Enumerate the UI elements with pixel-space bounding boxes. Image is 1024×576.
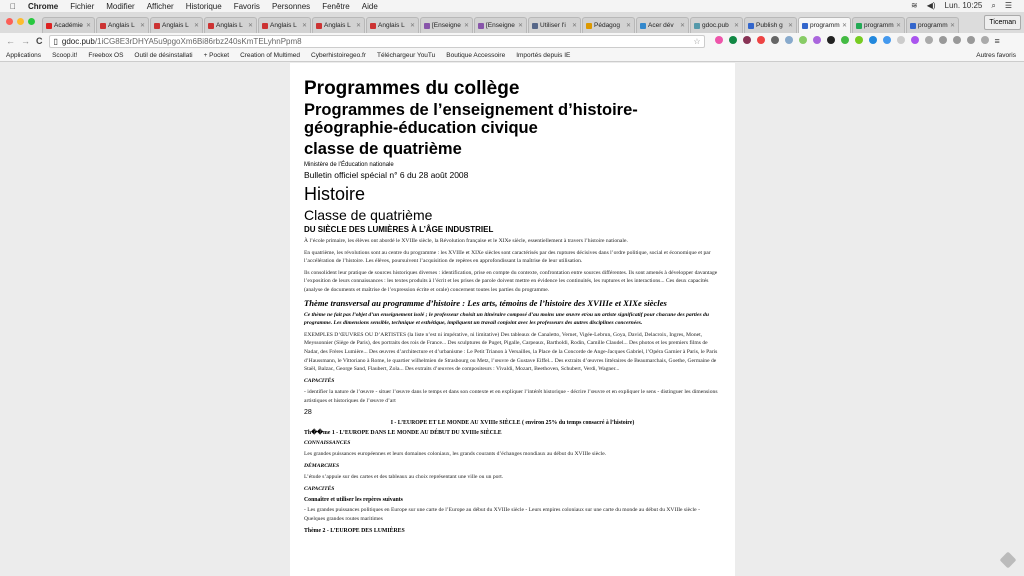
paragraph: En quatrième, les révolutions sont au centre du programme : les XVIIIe et XIXe siècles sont caractérisés par des ruptures décisives dans l’ordre politique, social et économique et par l’accélération de l’histoire. Les élèves, poursuivent l’acquisition de repères en approfondissant la maîtrise de leur utilisation. (304, 249, 711, 265)
menu-personnes[interactable]: Personnes (265, 1, 305, 11)
theme-text: Ce thème ne fait pas l’objet d’un enseignement isolé ; le professeur choisit un itinéraire composé d’au moins une œuvre et/ou un artiste significatif pour chacune des parties du programme. Les dimensions sensible, technique et esthétique, impliquent un travail conjoint avec les professeurs des autres disciplines concernées. (304, 311, 709, 327)
rss-icon[interactable] (981, 36, 989, 44)
capacites-heading: CAPACITÉS (304, 377, 335, 384)
heading-histoire: Histoire (304, 184, 366, 204)
apple-icon[interactable] (10, 2, 16, 11)
print-icon[interactable] (841, 36, 849, 44)
menu-favoris[interactable]: Favoris (227, 1, 254, 11)
favicon-icon (748, 23, 754, 29)
menu-modifier[interactable]: Modifier (100, 1, 129, 11)
doc-title: Programmes du collège (304, 78, 520, 99)
browser-tab[interactable] (366, 17, 419, 33)
drive-icon[interactable] (939, 36, 947, 44)
connaissances-text: Les grandes puissances européennes et leurs domaines coloniaux, les grands courants d’échanges mondiaux au début du XVIIIe siècle. (304, 451, 607, 458)
back-icon[interactable]: ← (6, 36, 15, 46)
bookmark-item[interactable]: + Pocket (203, 51, 230, 59)
tab-bar (0, 12, 1024, 33)
close-tab-icon[interactable]: ✕ (247, 23, 253, 29)
window-controls (6, 18, 35, 25)
bookmark-item[interactable]: Creation of Multimed (240, 51, 301, 59)
browser-tab[interactable] (474, 17, 527, 33)
favicon-icon (208, 23, 214, 29)
browser-tab[interactable] (852, 17, 905, 33)
extension-icon[interactable] (869, 36, 877, 44)
tab-label: Anglais L (324, 22, 351, 29)
mac-menubar (0, 0, 1024, 12)
favicon-icon (478, 23, 484, 29)
tab-label: programm (918, 22, 948, 29)
tab-label: Anglais L (108, 22, 135, 29)
theme2-heading: Thème 2 - L’EUROPE DES LUMIÈRES (304, 527, 405, 534)
browser-tab[interactable] (150, 17, 203, 33)
extension-icon[interactable] (799, 36, 807, 44)
theme-heading: Thème transversal au programme d’histoire : Les arts, témoins de l’histoire des XVIIIe et XIXe siècles (304, 297, 667, 308)
tab-label: gdoc.pub (702, 22, 729, 29)
favicon-icon (856, 23, 862, 29)
extension-icon[interactable] (883, 36, 891, 44)
reperes-text: - Les grandes puissances politiques en Europe sur une carte de l’Europe au début du XVIIIe siècle - Leurs empires coloniaux sur une carte du monde au début du XVIIIe siècle - Quelques grandes routes maritimes (304, 507, 700, 523)
bookmark-item[interactable]: Freebox OS (88, 51, 124, 59)
bookmark-item[interactable]: Scoop.it! (52, 51, 78, 59)
tab-label: Utiliser l'i (540, 22, 566, 29)
wifi-icon[interactable]: ≋ (911, 1, 918, 10)
demarches-text: L’étude s’appuie sur des cartes et des tableaux au choix représentant une ville ou un port. (304, 474, 504, 481)
extension-icon[interactable] (729, 36, 737, 44)
bookmark-item[interactable]: Téléchargeur YouTu (376, 51, 436, 59)
tab-label: [Enseigne (486, 22, 515, 29)
close-tab-icon[interactable]: ✕ (139, 23, 145, 29)
minimize-window-button[interactable] (17, 18, 24, 25)
part-heading: I - L’EUROPE ET LE MONDE AU XVIIIe SIÈCLE ( environ 25% du temps consacré à l’histoire) (390, 419, 635, 426)
browser-tab[interactable] (420, 17, 473, 33)
onenote-icon[interactable] (743, 36, 751, 44)
extension-icon[interactable] (827, 36, 835, 44)
favicon-icon (694, 23, 700, 29)
extension-icon[interactable] (953, 36, 961, 44)
bookmark-star-icon[interactable]: ☆ (693, 36, 701, 46)
favicon-icon (586, 23, 592, 29)
browser-tab[interactable] (42, 17, 95, 33)
maximize-window-button[interactable] (28, 18, 35, 25)
close-tab-icon[interactable]: ✕ (841, 23, 847, 29)
paragraph: Ils consolident leur pratique de sources historiques diverses : identification, prise en compte du contexte, confrontation entre sources différentes. Ils sont amenés à développer davantage l’exposition de leurs connaissances : les textes produits à l’écrit et les prises de parole doivent mettre en évidence les continuités, les ruptures et les interactions... Ces deux capacités (analyse de documents et maîtrise de l’expression écrite et orale) concernent toutes les parties du programme. (304, 269, 718, 293)
forward-icon[interactable]: → (21, 36, 30, 46)
doc-subtitle-3: classe de quatrième (304, 140, 462, 158)
extensions (715, 36, 1000, 46)
favicon-icon (532, 23, 538, 29)
favicon-icon (100, 23, 106, 29)
extension-icon[interactable] (771, 36, 779, 44)
menu-app[interactable]: Chrome (22, 1, 53, 11)
camera-icon[interactable] (785, 36, 793, 44)
page-icon: ▯ (53, 36, 58, 46)
favicon-icon (262, 23, 268, 29)
close-tab-icon[interactable]: ✕ (355, 23, 361, 29)
close-tab-icon[interactable]: ✕ (85, 23, 91, 29)
doc-subtitle-1: Programmes de l’enseignement d’histoire- (304, 101, 638, 119)
extension-icon[interactable] (911, 36, 919, 44)
close-tab-icon[interactable]: ✕ (949, 23, 955, 29)
browser-tab[interactable] (744, 17, 797, 33)
extension-icon[interactable] (925, 36, 933, 44)
tab-label: [Enseigne (432, 22, 461, 29)
favicon-icon (802, 23, 808, 29)
close-tab-icon[interactable]: ✕ (733, 23, 739, 29)
tab-label: Publish g (756, 22, 783, 29)
favicon-icon (370, 23, 376, 29)
browser-tab[interactable] (312, 17, 365, 33)
close-tab-icon[interactable]: ✕ (409, 23, 415, 29)
paragraph: À l’école primaire, les élèves ont abordé le XVIIIe siècle, la Révolution française et le XIXe siècle, essentiellement à travers l’histoire nationale. (304, 238, 628, 244)
url-path: /1iCG8E3rDHYA5u9pgoXm6Bi86rbz240sKmTELyhnPpm8 (94, 36, 302, 46)
tab-label: Anglais L (162, 22, 189, 29)
tab-label: Acer dév (648, 22, 674, 29)
tab-label: Anglais L (216, 22, 243, 29)
comment-icon[interactable] (897, 36, 905, 44)
page-number: 28 (304, 408, 312, 416)
browser-tab[interactable] (906, 17, 959, 33)
favicon-icon (640, 23, 646, 29)
document-page (290, 63, 735, 576)
demarches-heading: DÉMARCHES (304, 462, 340, 469)
url-host: gdoc.pub (61, 36, 95, 46)
bookmark-item[interactable]: Boutique Accessoire (446, 51, 506, 59)
menu-fenetre[interactable]: Fenêtre (316, 1, 344, 11)
extension-icon[interactable] (855, 36, 863, 44)
reperes-heading: Connaître et utiliser les repères suivants (304, 497, 403, 504)
menu-historique[interactable]: Historique (179, 1, 216, 11)
browser-tab[interactable] (690, 17, 743, 33)
browser-tab[interactable] (636, 17, 689, 33)
heading-classe: Classe de quatrième (304, 207, 433, 223)
bulletin: Bulletin officiel spécial n° 6 du 28 août 2008 (304, 170, 469, 180)
browser-toolbar (0, 33, 1024, 49)
capacites-text: - identifier la nature de l’œuvre - situer l’œuvre dans le temps et dans son contexte et en expliquer l’intérêt historique - décrire l’œuvre et en expliquer le sens - distinguer les dimensions artistiques et historiques de l’œuvre d’art (304, 389, 718, 404)
tab-label: programm (810, 22, 840, 29)
browser-tab[interactable] (528, 17, 581, 33)
bookmark-item[interactable]: Outil de désinstallati (134, 51, 193, 59)
tab-label: Pédagog (594, 22, 621, 29)
address-bar[interactable] (49, 35, 705, 48)
extension-icon[interactable] (757, 36, 765, 44)
tab-label: Anglais L (378, 22, 405, 29)
close-tab-icon[interactable]: ✕ (193, 23, 199, 29)
favicon-icon (316, 23, 322, 29)
scroll-widget-icon[interactable] (1000, 552, 1017, 569)
extension-icon[interactable] (715, 36, 723, 44)
menu-fichier[interactable]: Fichier (64, 1, 89, 11)
browser-tab[interactable] (204, 17, 257, 33)
favicon-icon (154, 23, 160, 29)
pen-icon[interactable] (813, 36, 821, 44)
connaissances-heading: CONNAISSANCES (304, 439, 351, 446)
clock[interactable]: Lun. 10:25 (944, 1, 983, 10)
tab-label: programm (864, 22, 894, 29)
favicon-icon (46, 23, 52, 29)
close-tab-icon[interactable]: ✕ (571, 23, 577, 29)
close-tab-icon[interactable]: ✕ (895, 23, 901, 29)
tab-label: Anglais L (270, 22, 297, 29)
bookmark-item[interactable]: Cyberhistoiregeo.fr (311, 51, 366, 59)
ministry: Ministère de l’Éducation nationale (304, 162, 394, 168)
other-bookmarks[interactable]: Autres favoris (976, 51, 1016, 59)
close-window-button[interactable] (6, 18, 13, 25)
close-tab-icon[interactable]: ✕ (301, 23, 307, 29)
browser-tab[interactable] (258, 17, 311, 33)
favicon-icon (910, 23, 916, 29)
close-tab-icon[interactable]: ✕ (463, 23, 469, 29)
menu-aide[interactable]: Aide (355, 1, 372, 11)
profile-button[interactable]: Ticeman (984, 15, 1021, 30)
bookmarks-bar (0, 49, 1024, 62)
doc-subtitle-2: géographie-éducation civique (304, 119, 538, 137)
favicon-icon (424, 23, 430, 29)
extension-icon[interactable] (967, 36, 975, 44)
menu-afficher[interactable]: Afficher (140, 1, 168, 11)
notification-icon[interactable]: ☰ (1004, 1, 1012, 10)
theme1-heading: Th��me 1 - L’EUROPE DANS LE MONDE AU DÉBUT DU XVIIIe SIÈCLE (304, 429, 502, 436)
menu-icon[interactable]: ≡ (994, 36, 1000, 46)
examples: EXEMPLES D’ŒUVRES OU D’ARTISTES (la liste n’est ni impérative, ni limitative) Des tableaux de Canaletto, Vernet, Vigée-Lebrun, Goya, David, Delacroix, Ingres, Monet, Meyssonnier (Siège de Paris), des portraits des rois de France... Des sculptures de Puget, Pigalle, Carpeaux, Bartholdi, Rodin, Camille Claudel... Des photos et les premiers films de Nadar, des Frères Lumière... Des œuvres d’architecture et d’urbanisme : Le Petit Trianon à Versailles, la Place de la Concorde de Ange-Jacques Gabriel, l’Opéra Garnier à Paris, le Paris d’Haussmann, le Vittoriano à Rome, le quartier wilhelmien de Strasbourg ou Metz, l’œuvre de Gustave Eiffel... Des extraits d’œuvres littéraires de Beaumarchais, Goethe, Germaine de Staël, Balzac, George Sand, Flaubert, Zola... Des extraits d’œuvres de compositeurs : Vivaldi, Mozart, Beethoven, Schubert, Verdi, Wagner... (304, 331, 718, 373)
browser-tab[interactable] (582, 17, 635, 33)
spotlight-icon[interactable]: ⌕ (991, 1, 996, 10)
section-heading: DU SIÈCLE DES LUMIÈRES À L’ÂGE INDUSTRIEL (304, 225, 494, 234)
browser-tab[interactable] (96, 17, 149, 33)
close-tab-icon[interactable]: ✕ (679, 23, 685, 29)
reload-icon[interactable]: C (36, 36, 43, 46)
bookmark-item[interactable]: Importés depuis IE (516, 51, 571, 59)
volume-icon[interactable]: ◀) (926, 1, 936, 10)
capacites2-heading: CAPACITÉS (304, 485, 335, 492)
close-tab-icon[interactable]: ✕ (787, 23, 793, 29)
close-tab-icon[interactable]: ✕ (517, 23, 523, 29)
tab-label: Académie (54, 22, 83, 29)
browser-tab[interactable] (798, 17, 851, 33)
bookmark-item[interactable]: Applications (6, 51, 42, 59)
close-tab-icon[interactable]: ✕ (625, 23, 631, 29)
